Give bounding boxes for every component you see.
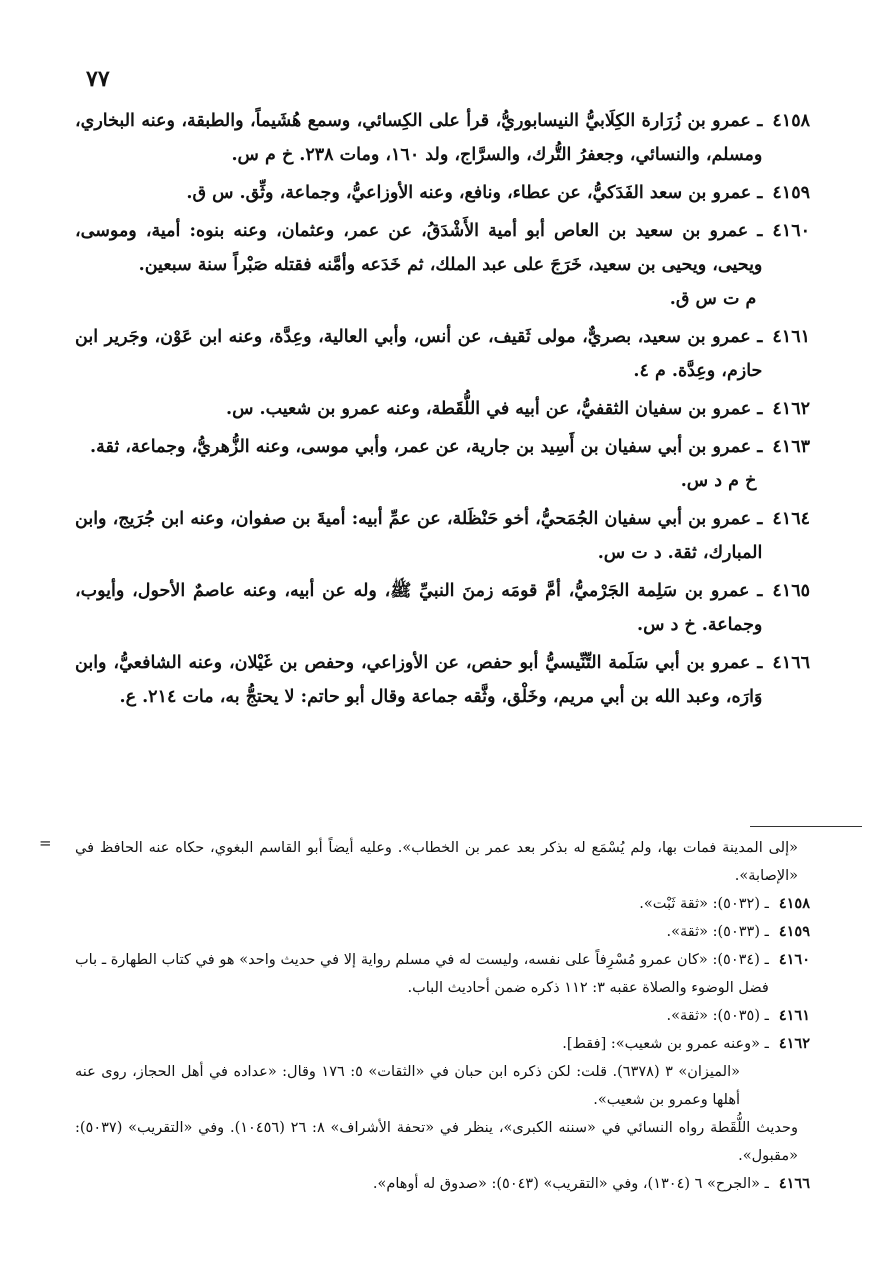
entry-text: ـ عمرو بن سعد الفَدَكيُّ، عن عطاء، ونافع، وعنه الأوزاعيُّ، وجماعة، وثِّق.س ق. [186,183,763,203]
entry-text: ـ عمرو بن سَلِمة الجَرْميُّ، أمَّ قومَه زمنَ النبيِّ ﷺ، وله عن أبيه، وعنه عاصمٌ الأحول، وأيوب، وجماعة.خ د س. [75,581,763,635]
entry-text: ـ عمرو بن أبي سفيان الجُمَحيُّ، أخو حَنْظَلة، عن عمِّ أبيه: أميةَ بن صفوان، وعنه ابن جُرَيج، وابن المبارك، ثقة.د ت س. [75,509,763,563]
footnote-4161 [75,1002,810,1030]
entry-number: ٤١٦٠ [772,221,810,241]
entry-number: ٤١٦٥ [772,581,810,601]
entry-number: ٤١٦٢ [772,399,810,419]
footnote-number: ٤١٦٠ [778,951,810,968]
entry-codes: م ت س ق. [669,289,757,309]
footnote-continuation-text: «إلى المدينة فمات بها، ولم يُسْمَع له بذكر بعد عمر بن الخطاب». وعليه أيضاً أبو القاسم البغوي، حكاه عنه الحافظ في «الإصابة». [75,840,798,884]
entry-text: ـ عمرو بن سعيد، بصريٌّ، مولى ثَقيف، عن أنس، وأبي العالية، وعِدَّة، وعنه ابن عَوْن، وجَرير ابن حازم، وعِدَّة.م ٤. [75,327,763,381]
footnote-text: ـ (٥٠٣٤): «كان عمرو مُسْرِفاً على نفسه، وليست له في مسلم رواية إلا في حديث واحد» هو في كتاب الطهارة ـ باب فضل الوضوء والصلاة عقبه ٣: ١١٢ ذكره ضمن أحاديث الباب. [75,952,769,996]
footnote-text: ـ «الجرح» ٦ (١٣٠٤)، وفي «التقريب» (٥٠٤٣): «صدوق له أوهام». [372,1176,769,1192]
footnote-number: ٤١٥٨ [778,895,810,912]
entry-4159 [75,176,810,210]
entry-codes: د ت س. [597,543,662,563]
footnote-4159 [75,918,810,946]
footnote-4162 [75,1030,810,1058]
entry-codes: خ د س. [637,615,696,635]
footnote-text: ـ (٥٠٣٣): «ثقة». [666,924,769,940]
footnote-number: ٤١٦٦ [778,1175,810,1192]
footnote-number: ٤١٦١ [778,1007,810,1024]
entry-text: ـ عمرو بن زُرَارة الكِلَابيُّ النيسابوريُّ، قرأ على الكِسائي، وسمع هُشَيماً، والطبقة، وعنه البخاري، ومسلم، والنسائي، وجعفرُ التُّرك، والسرَّاج، ولد ١٦٠، ومات ٢٣٨.خ م س. [75,111,763,165]
entry-codes: خ م د س. [680,471,757,491]
footnote-number: ٤١٥٩ [778,923,810,940]
footnote-4160 [75,946,810,1002]
entry-4158 [75,104,810,172]
entry-codes: س ق. [186,183,234,203]
entry-text: ـ عمرو بن أبي سَلَمة التِّنِّيسيُّ أبو حفص، عن الأوزاعي، وحفص بن غَيْلان، وعنه الشافعيُّ، وابن وَارَه، وعبد الله بن أبي مريم، وخَلْق، وثَّقه جماعة وقال أبو حاتم: لا يحتجُّ به، مات ٢١٤.ع. [75,653,763,707]
entry-4161 [75,320,810,388]
footnotes [39,834,810,1198]
footnote-text: ـ (٥٠٣٥): «ثقة». [666,1008,769,1024]
entry-text: ـ عمرو بن أبي سفيان بن أَسِيد بن جارية، عن عمر، وأبي موسى، وعنه الزُّهريُّ، وجماعة، ثقة. خ م د س. [90,437,763,491]
footnote-4162-extra-2: وحديث اللُّقَطة رواه النسائي في «سننه الكبرى»، ينظر في «تحفة الأشراف» ٨: ٢٦ (١٠٤٥٦). وفي «التقريب» (٥٠٣٧): «مقبول». [75,1120,798,1164]
page-number: ٧٧ [86,66,110,92]
entry-number: ٤١٥٨ [772,111,810,131]
entry-number: ٤١٥٩ [772,183,810,203]
entry-number: ٤١٦٤ [772,509,810,529]
footnote-number: ٤١٦٢ [778,1035,810,1052]
entry-codes: س. [226,399,254,419]
entry-4164 [75,502,810,570]
footnote-text: ـ «وعنه عمرو بن شعيب»: [فقط]. [562,1036,769,1052]
entry-4160 [75,214,810,316]
entry-codes: م ٤. [633,361,666,381]
entry-4165 [75,574,810,642]
entries-list [75,104,810,718]
entry-number: ٤١٦٣ [772,437,810,457]
entry-4163 [75,430,810,498]
entry-4162 [75,392,810,426]
entry-codes: خ م س. [231,145,294,165]
footnote-separator [750,826,862,827]
footnote-4158 [75,890,810,918]
footnote-4162-extra-1: «الميزان» ٣ (٦٣٧٨). قلت: لكن ذكره ابن حبان في «الثقات» ٥: ١٧٦ وقال: «عداده في أهل الحجاز، روى عنه أهلها وعمرو بن شعيب». [75,1064,740,1108]
footnote-text: ـ (٥٠٣٢): «ثقة ثَبْت». [639,896,769,912]
footnote-continuation [39,834,810,890]
entry-number: ٤١٦٦ [772,653,810,673]
entry-text: ـ عمرو بن سفيان الثقفيُّ، عن أبيه في اللُّقَطة، وعنه عمرو بن شعيب.س. [226,399,763,419]
entry-codes: ع. [119,687,137,707]
footnote-4166 [75,1170,810,1198]
entry-4166 [75,646,810,714]
continuation-mark: = [39,834,52,852]
entry-text: ـ عمرو بن سعيد بن العاص أبو أمية الأَشْدَقُ، عن عمر، وعثمان، وعنه بنوه: أمية، وموسى، ويحيى، ويحيى بن سعيد، خَرَجَ على عبد الملك، ثم خَدَعه وأمَّنه فقتله صَبْراً سنة سبعين. م ت س ق. [75,221,763,309]
entry-number: ٤١٦١ [772,327,810,347]
